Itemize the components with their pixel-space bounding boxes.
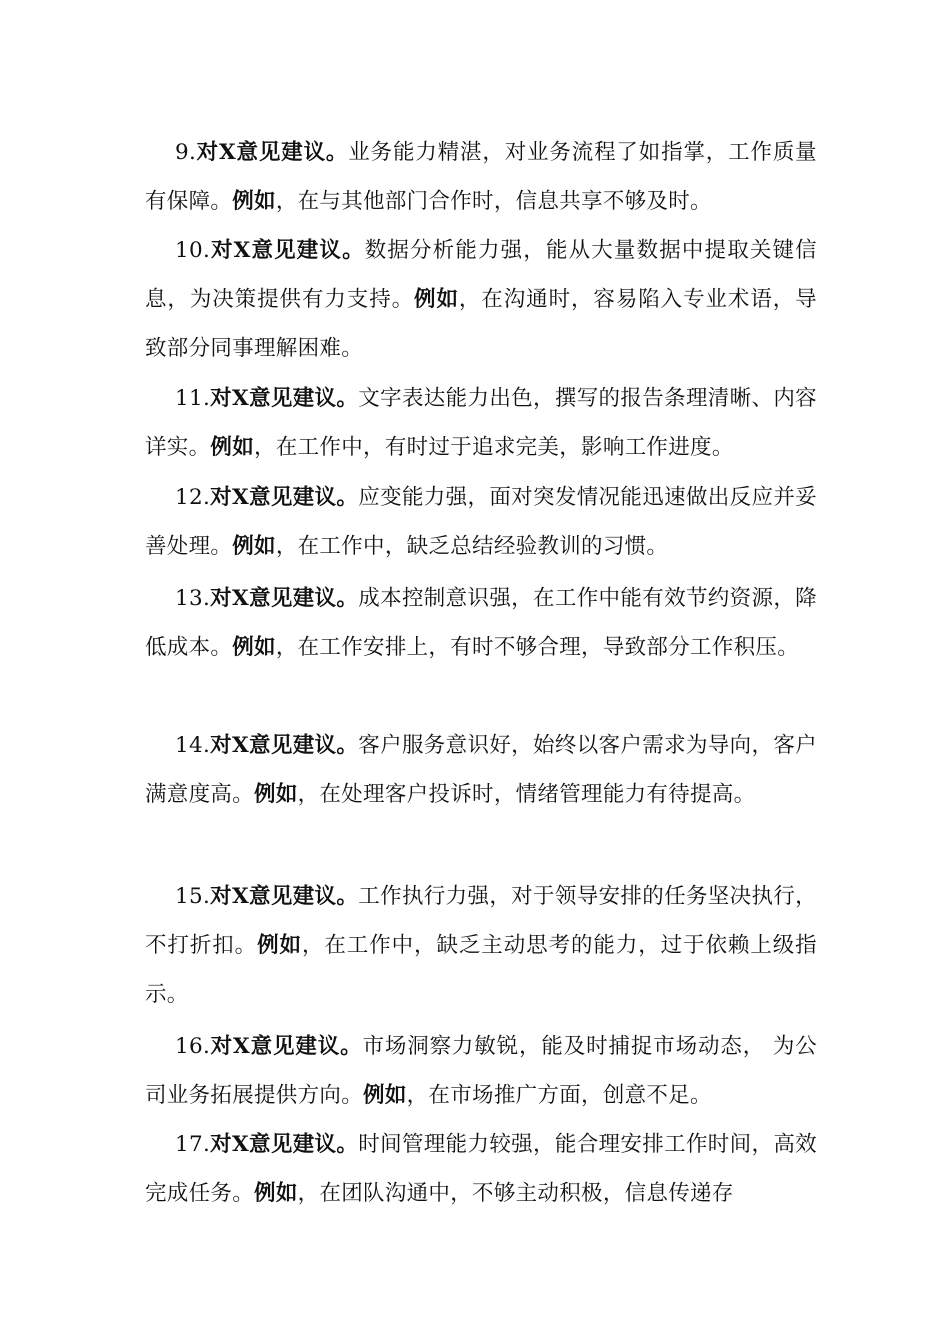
paragraph-strength: 时间管理能力较强，能合理安排工作时间，高效完成任务。 [145, 1132, 817, 1206]
paragraph-number: 13. [175, 586, 211, 611]
paragraph-weakness: ，在团队沟通中，不够主动积极，信息传递存 [297, 1181, 734, 1206]
paragraph-strength: 数据分析能力强，能从大量数据中提取关键信息，为决策提供有力支持。 [145, 238, 817, 312]
paragraph-number: 14. [175, 733, 211, 758]
paragraph-number: 10. [175, 238, 211, 263]
paragraph-strength: 成本控制意识强，在工作中能有效节约资源，降低成本。 [145, 586, 817, 660]
paragraph-number: 16. [175, 1034, 211, 1059]
paragraph-lead: 对X意见建议。 [210, 884, 359, 909]
paragraph-lead: 对X意见建议。 [210, 1132, 359, 1157]
paragraph-15 [145, 872, 817, 1019]
paragraph-16 [145, 1022, 817, 1120]
paragraph-strength: 客户服务意识好，始终以客户需求为导向，客户满意度高。 [145, 733, 817, 807]
paragraph-strength: 应变能力强，面对突发情况能迅速做出反应并妥善处理。 [145, 485, 817, 559]
paragraph-strength: 市场洞察力敏锐，能及时捕捉市场动态， 为公司业务拓展提供方向。 [145, 1034, 817, 1108]
paragraph-weakness: ，在工作中，有时过于追求完美，影响工作进度。 [254, 435, 734, 460]
paragraph-strength: 业务能力精湛，对业务流程了如指掌，工作质量有保障。 [145, 140, 817, 214]
paragraph-lead: 对X意见建议。 [210, 485, 359, 510]
paragraph-strength: 文字表达能力出色，撰写的报告条理清晰、内容详实。 [145, 386, 817, 460]
paragraph-10 [145, 226, 817, 373]
paragraph-weakness: ，在处理客户投诉时，情绪管理能力有待提高。 [297, 782, 756, 807]
paragraph-weakness: ，在沟通时，容易陷入专业术语，导致部分同事理解困难。 [145, 287, 817, 361]
paragraph-weakness: ，在工作安排上，有时不够合理，导致部分工作积压。 [275, 635, 800, 660]
example-label: 例如 [210, 435, 255, 460]
paragraph-number: 11. [175, 386, 211, 411]
example-label: 例如 [232, 534, 276, 559]
paragraph-weakness: ，在工作中，缺乏主动思考的能力，过于依赖上级指示。 [145, 933, 817, 1007]
paragraph-14 [145, 721, 817, 819]
paragraph-weakness: ，在工作中，缺乏总结经验教训的习惯。 [275, 534, 669, 559]
paragraph-12 [145, 473, 817, 571]
paragraph-number: 17. [175, 1132, 211, 1157]
paragraph-13 [145, 574, 817, 672]
paragraph-number: 12. [175, 485, 211, 510]
paragraph-lead: 对X意见建议。 [210, 238, 365, 263]
example-label: 例如 [363, 1083, 407, 1108]
paragraph-lead: 对X意见建议。 [210, 586, 359, 611]
example-label: 例如 [414, 287, 459, 312]
paragraph-weakness: ，在市场推广方面，创意不足。 [406, 1083, 712, 1108]
paragraph-number: 15. [175, 884, 211, 909]
paragraph-17 [145, 1120, 817, 1218]
example-label: 例如 [254, 1181, 298, 1206]
paragraph-lead: 对X意见建议。 [210, 733, 359, 758]
paragraph-weakness: ，在与其他部门合作时，信息共享不够及时。 [275, 189, 712, 214]
paragraph-lead: 对X意见建议。 [196, 140, 349, 165]
paragraph-11 [145, 374, 817, 472]
paragraph-strength: 工作执行力强，对于领导安排的任务坚决执行，不打折扣。 [145, 884, 817, 958]
example-label: 例如 [254, 782, 298, 807]
paragraph-9 [145, 128, 817, 226]
example-label: 例如 [232, 635, 276, 660]
paragraph-lead: 对X意见建议。 [210, 1034, 363, 1059]
example-label: 例如 [232, 189, 276, 214]
paragraph-lead: 对X意见建议。 [210, 386, 359, 411]
example-label: 例如 [257, 933, 302, 958]
paragraph-number: 9. [175, 140, 197, 165]
